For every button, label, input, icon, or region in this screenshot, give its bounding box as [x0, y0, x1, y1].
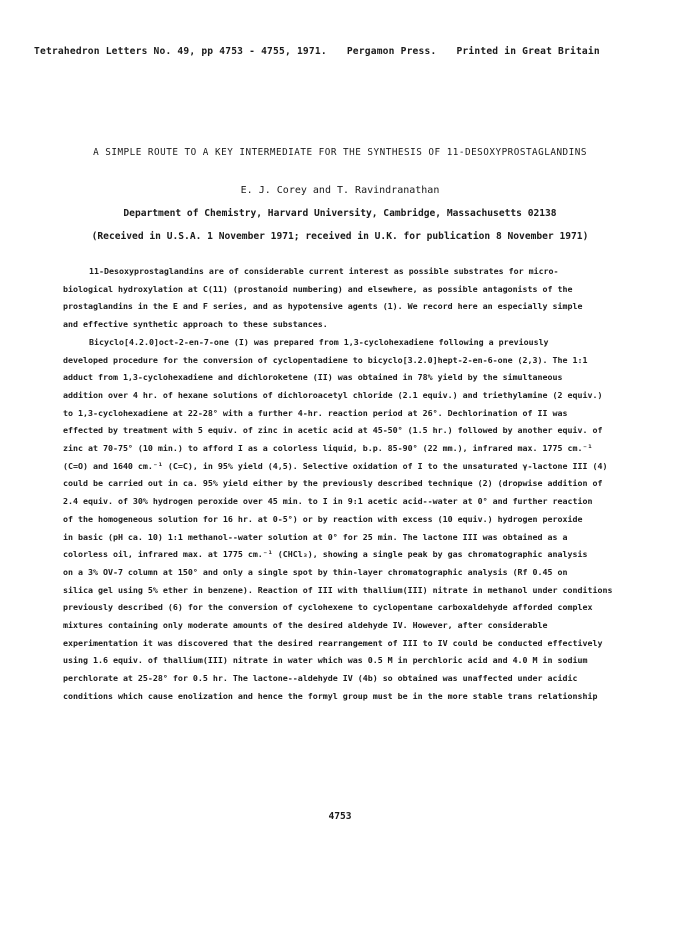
body-line: Bicyclo[4.2.0]oct-2-en-7-one (I) was prepared from 1,3-cyclohexadiene following a previously	[89, 336, 549, 347]
body-line: zinc at 70-75° (10 min.) to afford I as a colorless liquid, b.p. 85-90° (22 mm.), infrared max. 1775 cm.⁻¹	[63, 443, 593, 454]
body-line: (C=O) and 1640 cm.⁻¹ (C=C), in 95% yield (4,5). Selective oxidation of I to the unsaturated γ-lactone III (4)	[63, 460, 608, 471]
article-body	[63, 263, 633, 706]
page-number: 4753	[328, 811, 352, 822]
body-line: could be carried out in ca. 95% yield either by the previously described technique (2) (dropwise addition of	[63, 478, 603, 489]
body-line: perchlorate at 25-28° for 0.5 hr. The lactone--aldehyde IV (4b) so obtained was unaffected under acidic	[63, 673, 578, 684]
body-line: addition over 4 hr. of hexane solutions of dichloroacetyl chloride (2.1 equiv.) and triethylamine (2 equiv.)	[63, 389, 603, 400]
journal-header	[34, 46, 654, 57]
body-line: effected by treatment with 5 equiv. of zinc in acetic acid at 45-50° (1.5 hr.) followed by another equiv. of	[63, 425, 603, 436]
body-line: mixtures containing only moderate amounts of the desired aldehyde IV. However, after considerable	[63, 620, 548, 631]
body-line: conditions which cause enolization and hence the formyl group must be in the more stable trans relationship	[63, 690, 598, 701]
body-line: developed procedure for the conversion of cyclopentadiene to bicyclo[3.2.0]hept-2-en-6-one (2,3). The 1:1	[63, 354, 588, 365]
body-line: previously described (6) for the conversion of cyclohexene to cyclopentane carboxaldehyde afforded complex	[63, 602, 593, 613]
body-line: on a 3% OV-7 column at 150° and only a single spot by thin-layer chromatographic analysis (Rf 0.45 on	[63, 566, 568, 577]
body-line: experimentation it was discovered that the desired rearrangement of III to IV could be conducted effectively	[63, 637, 603, 648]
body-line: using 1.6 equiv. of thallium(III) nitrate in water which was 0.5 M in perchloric acid and 4.0 M in sodium	[63, 655, 588, 666]
body-line: colorless oil, infrared max. at 1775 cm.⁻¹ (CHCl₃), showing a single peak by gas chromatographic analysis	[63, 549, 588, 560]
journal-citation: Tetrahedron Letters No. 49, pp 4753 - 4755, 1971.	[34, 46, 327, 57]
body-line: to 1,3-cyclohexadiene at 22-28° with a further 4-hr. reaction period at 26°. Dechlorination of II was	[63, 407, 568, 418]
author-affiliation: Department of Chemistry, Harvard University, Cambridge, Massachusetts 02138	[123, 208, 557, 219]
body-line: adduct from 1,3-cyclohexadiene and dichloroketene (II) was obtained in 78% yield by the simultaneous	[63, 372, 563, 383]
received-dates: (Received in U.S.A. 1 November 1971; received in U.K. for publication 8 November 1971)	[91, 231, 589, 242]
body-line: 2.4 equiv. of 30% hydrogen peroxide over 45 min. to I in 9:1 acetic acid--water at 0° and further reaction	[63, 496, 593, 507]
article-authors: E. J. Corey and T. Ravindranathan	[240, 185, 440, 196]
article-title: A SIMPLE ROUTE TO A KEY INTERMEDIATE FOR THE SYNTHESIS OF 11-DESOXYPROSTAGLANDINS	[93, 147, 587, 158]
body-line: and effective synthetic approach to these substances.	[63, 319, 328, 330]
body-line: prostaglandins in the E and F series, and as hypotensive agents (1). We record here an especially simple	[63, 301, 583, 312]
body-line: of the homogeneous solution for 16 hr. at 0-5°) or by reaction with excess (10 equiv.) hydrogen peroxide	[63, 513, 583, 524]
printed-location: Printed in Great Britain	[456, 46, 600, 57]
body-line: biological hydroxylation at C(11) (prostanoid numbering) and elsewhere, as possible antagonists of the	[63, 283, 573, 294]
publisher-name: Pergamon Press.	[346, 46, 437, 57]
body-line: in basic (pH ca. 10) 1:1 methanol--water solution at 0° for 25 min. The lactone III was obtained as a	[63, 531, 568, 542]
body-line: silica gel using 5% ether in benzene). Reaction of III with thallium(III) nitrate in methanol under conditions	[63, 584, 613, 595]
body-line: 11-Desoxyprostaglandins are of considerable current interest as possible substrates for micro-	[89, 266, 559, 276]
